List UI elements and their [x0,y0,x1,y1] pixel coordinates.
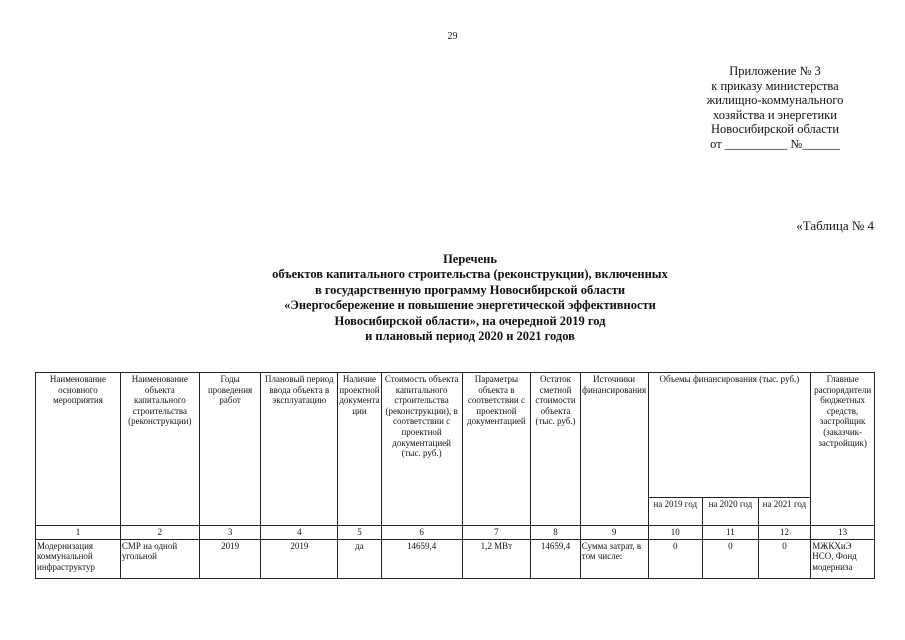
header-cell: Стоимость объекта капитального строительства (реконструкции), в соответствии с проектной документацией (тыс. руб.) [381,373,462,526]
column-number: 10 [648,526,703,540]
title-line: Перечень [443,252,497,266]
table-cell: 1,2 МВт [462,539,531,578]
column-number: 4 [261,526,338,540]
appendix-block [680,64,870,152]
header-cell: Источники финансирования [580,373,648,526]
header-cell: на 2019 год [648,498,703,526]
title-line: Новосибирской области», на очередной 2019 год [334,313,606,328]
table-cell: 0 [758,539,811,578]
table-cell: 0 [703,539,759,578]
title-line: и плановый период 2020 и 2021 годов [365,329,575,344]
header-cell: Плановый период ввода объекта в эксплуатацию [261,373,338,526]
column-number: 1 [36,526,121,540]
table-reference: «Таблица № 4 [796,218,874,233]
header-cell: Наименование основного мероприятия [36,373,121,526]
appendix-line: к приказу министерства [711,78,839,93]
appendix-line: Новосибирской области [710,122,840,137]
appendix-line: жилищно-коммунального [706,93,844,108]
title-line: в государственную программу Новосибирской области [314,282,626,297]
column-number: 2 [120,526,199,540]
table-cell: 2019 [261,539,338,578]
appendix-line: хозяйства и энергетики [713,107,837,122]
table-cell: Сумма затрат, в том числе: [580,539,648,578]
table-cell: да [338,539,381,578]
table-cell: СМР на одной угольной [120,539,199,578]
title-line: «Энергосбережение и повышение энергетической эффективности [284,298,656,313]
column-number: 3 [199,526,261,540]
table-cell: 14659,4 [381,539,462,578]
header-cell: на 2021 год [758,498,811,526]
appendix-line: Приложение № 3 [729,64,821,78]
funding-group-header: Объемы финансирования (тыс. руб.) [648,373,811,498]
column-number: 7 [462,526,531,540]
table-cell: 14659,4 [531,539,581,578]
title-line: объектов капитального строительства (реконструкции), включенных [272,267,668,282]
column-number: 5 [338,526,381,540]
table-cell: Модернизация коммунальной инфраструктур [36,539,121,578]
table-cell: 0 [648,539,703,578]
page-number: 29 [447,31,458,42]
appendix-line: от __________ №______ [710,136,840,151]
objects-table [35,372,875,579]
table-cell: 2019 [199,539,261,578]
column-number: 13 [811,526,875,540]
header-row [36,373,875,498]
table-cell: МЖКХиЭ НСО, Фонд модерниза [811,539,875,578]
header-cell: Остаток сметной стоимости объекта (тыс. руб.) [531,373,581,526]
document-title [160,252,780,344]
column-number: 9 [580,526,648,540]
header-cell: Наличие проектной документации [338,373,381,526]
table-row [36,539,875,578]
header-cell: Параметры объекта в соответствии с проектной документацией [462,373,531,526]
header-cell: Главные распорядители бюджетных средств, застройщик (заказчик-застройщик) [811,373,875,526]
column-number-row [36,526,875,540]
column-number: 12 [758,526,811,540]
column-number: 11 [703,526,759,540]
column-number: 6 [381,526,462,540]
column-number: 8 [531,526,581,540]
header-cell: Наименование объекта капитального строительства (реконструкции) [120,373,199,526]
header-cell: на 2020 год [703,498,759,526]
header-cell: Годы проведения работ [199,373,261,526]
